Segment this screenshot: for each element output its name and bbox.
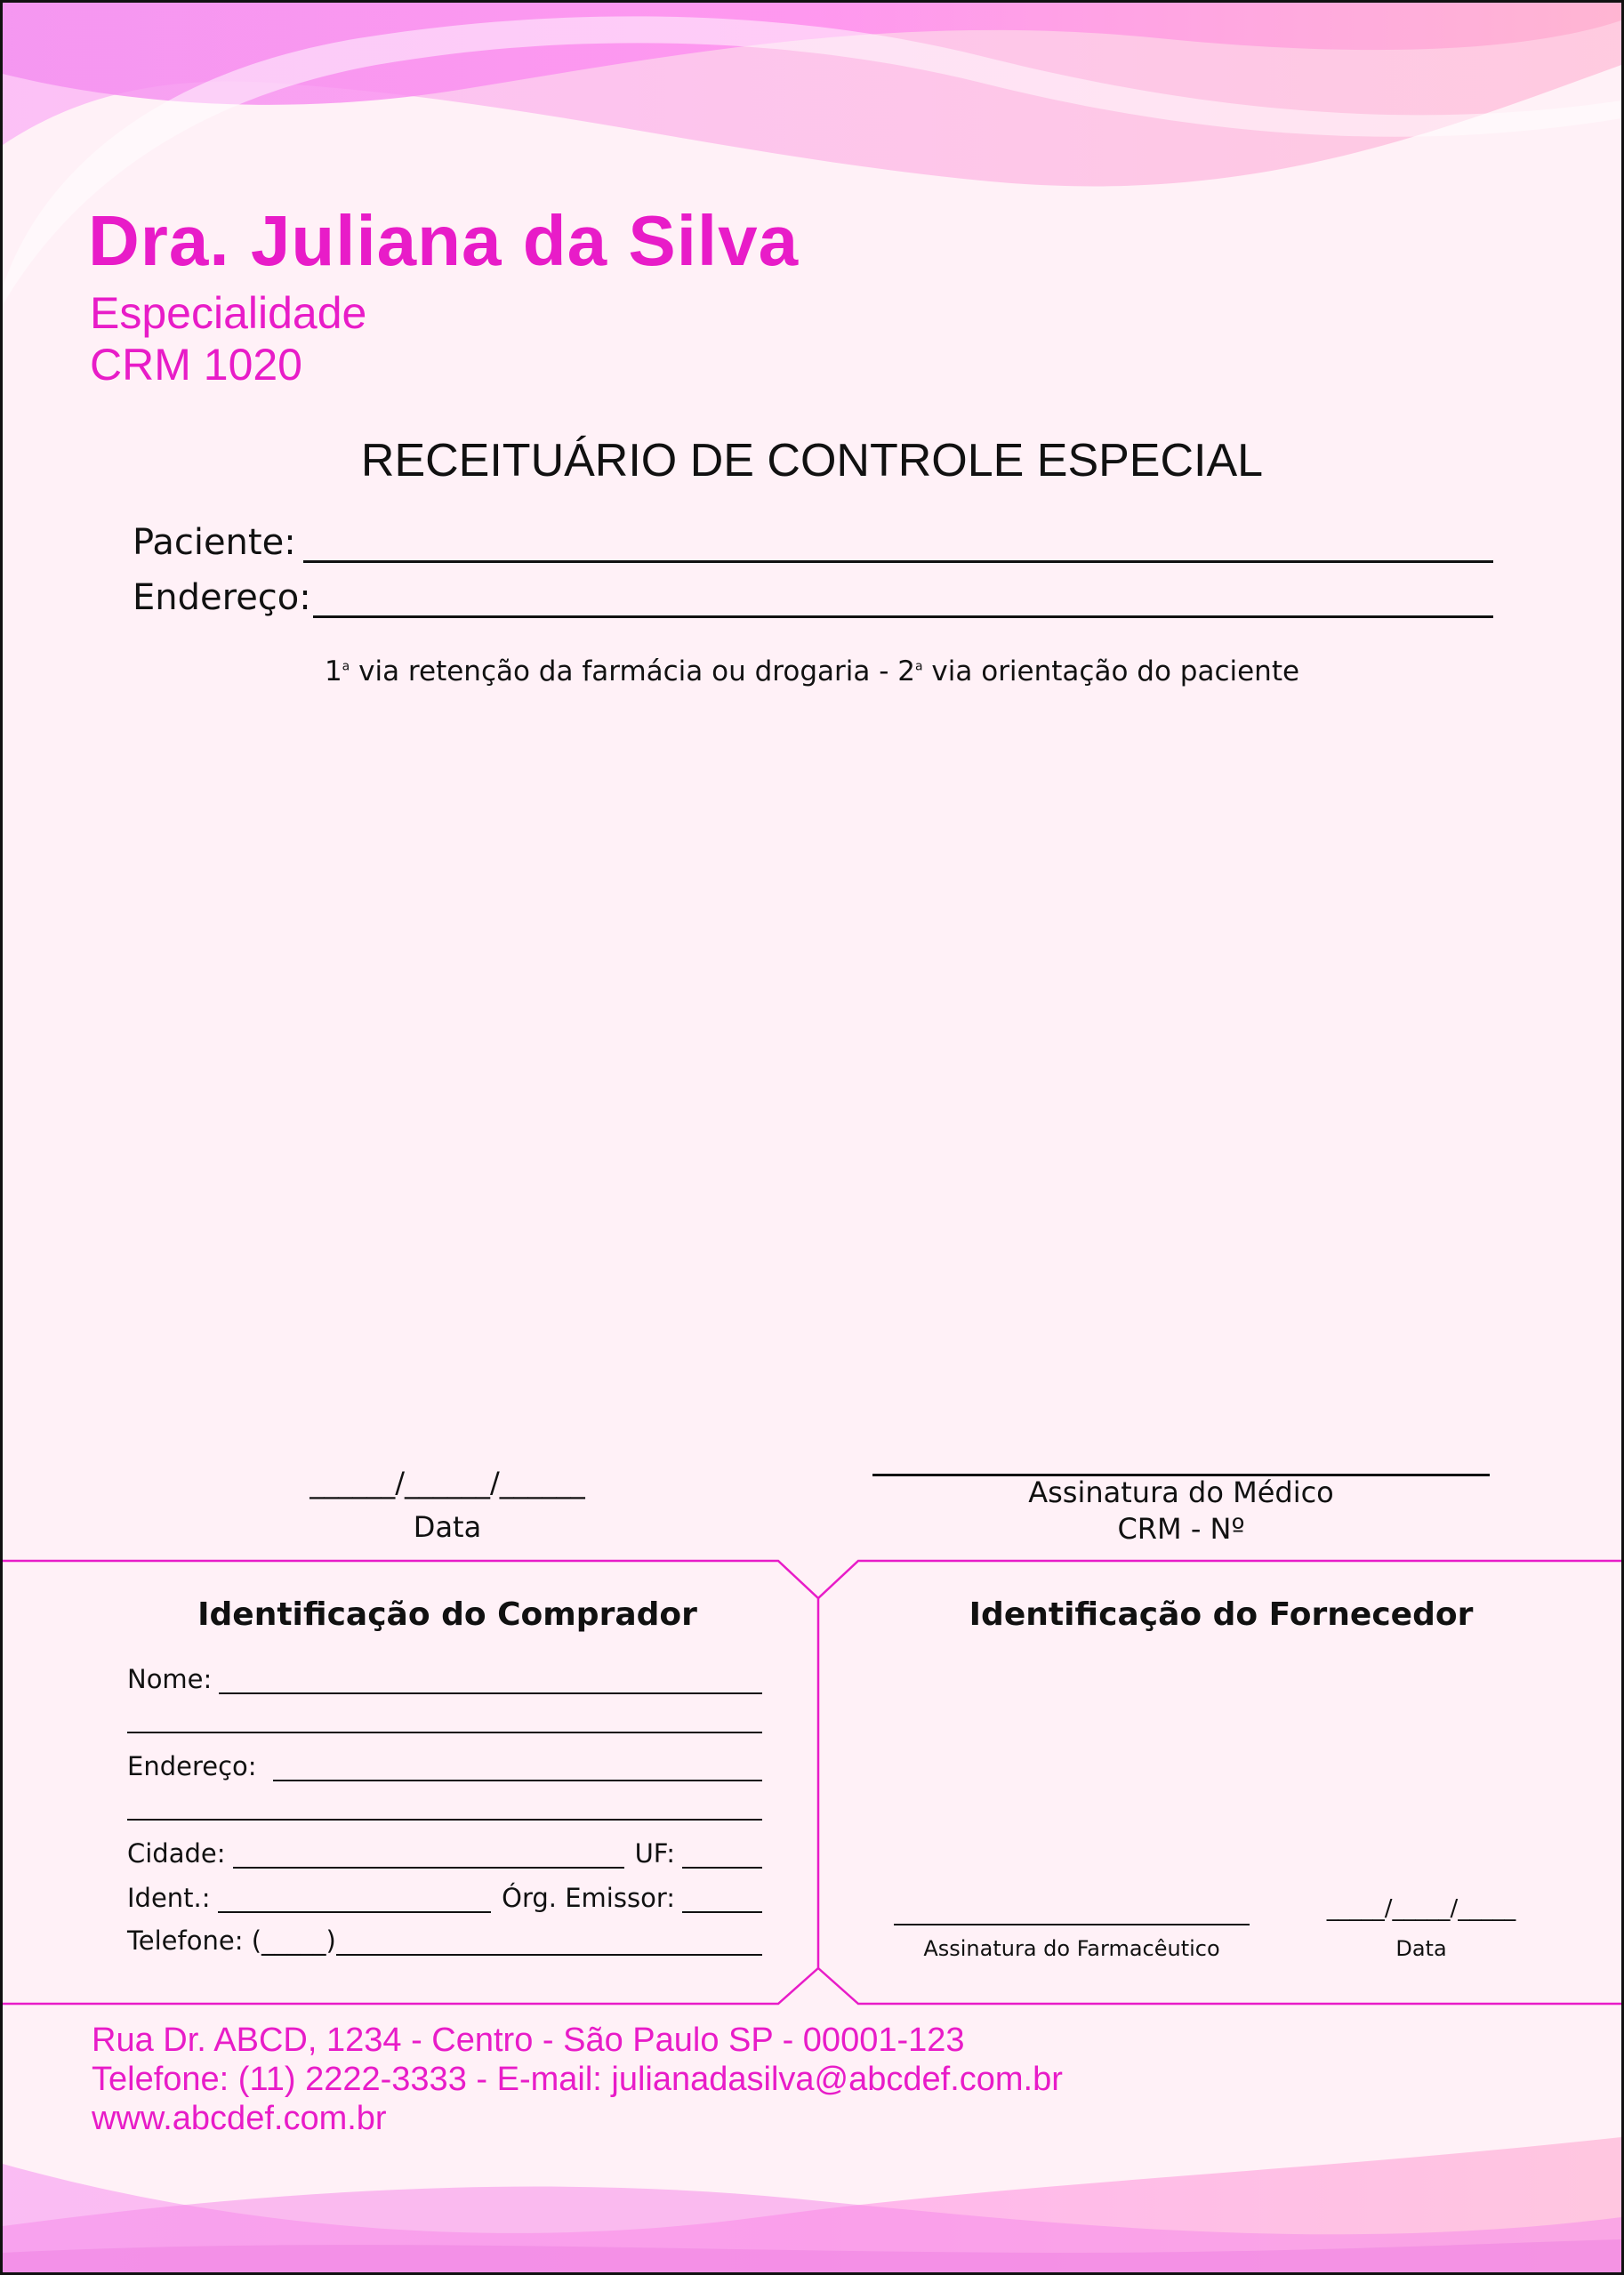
buyer-name-input-line-2[interactable]	[127, 1708, 762, 1733]
buyer-name-input-line[interactable]	[219, 1669, 762, 1694]
address-label: Endereço:	[133, 577, 311, 618]
footer-wave-decoration	[3, 2119, 1621, 2272]
buyer-city-label: Cidade:	[127, 1838, 226, 1869]
via-note-ordinal1: a	[342, 659, 350, 674]
patient-input-line[interactable]	[303, 525, 1493, 563]
buyer-name-row	[127, 1664, 762, 1694]
buyer-city-input-line[interactable]	[233, 1844, 624, 1869]
date-label: Data	[413, 1510, 482, 1544]
doctor-specialty: Especialidade	[90, 288, 367, 338]
pharmacist-signature-line[interactable]	[894, 1906, 1250, 1925]
doctor-signature-line[interactable]	[872, 1440, 1490, 1476]
buyer-name-row-2	[127, 1708, 762, 1733]
buyer-org-input-line[interactable]	[682, 1888, 762, 1913]
buyer-phone-label: Telefone: (_____)	[127, 1925, 336, 1956]
footer-contact: Telefone: (11) 2222-3333 - E-mail: julianadasilva@abcdef.com.br	[92, 2061, 1063, 2098]
patient-row	[133, 522, 1493, 563]
buyer-ident-row	[127, 1883, 762, 1913]
buyer-address-input-line[interactable]	[273, 1756, 762, 1781]
footer-website[interactable]: www.abcdef.com.br	[92, 2100, 387, 2137]
address-row	[133, 577, 1493, 618]
doctor-crm: CRM 1020	[90, 340, 302, 390]
supplier-date-blank[interactable]: _____/_____/_____	[1326, 1895, 1516, 1922]
buyer-phone-row	[127, 1925, 762, 1956]
patient-label: Paciente:	[133, 522, 296, 563]
pharmacist-signature-label: Assinatura do Farmacêutico	[923, 1936, 1220, 1961]
via-note	[3, 655, 1621, 687]
via-note-ordinal2: a	[914, 659, 923, 674]
footer-address: Rua Dr. ABCD, 1234 - Centro - São Paulo SP - 00001-123	[92, 2022, 965, 2059]
buyer-org-label: Órg. Emissor:	[502, 1883, 675, 1913]
buyer-section-title: Identificação do Comprador	[197, 1596, 697, 1633]
buyer-uf-label: UF:	[634, 1838, 675, 1869]
doctor-crm-label: CRM - Nº	[1117, 1512, 1245, 1546]
buyer-address-input-line-2[interactable]	[127, 1796, 762, 1821]
doctor-signature-label: Assinatura do Médico	[1028, 1475, 1334, 1509]
buyer-address-row	[127, 1751, 762, 1781]
supplier-date-label: Data	[1395, 1936, 1447, 1961]
via-note-part1: 1	[324, 655, 342, 687]
via-note-part2: via retenção da farmácia ou drogaria - 2	[350, 655, 915, 687]
buyer-ident-input-line[interactable]	[218, 1888, 492, 1913]
form-title: RECEITUÁRIO DE CONTROLE ESPECIAL	[360, 435, 1264, 486]
buyer-uf-input-line[interactable]	[682, 1844, 762, 1869]
address-input-line[interactable]	[313, 580, 1493, 618]
date-blank[interactable]: ______/______/______	[310, 1466, 585, 1499]
doctor-name: Dra. Juliana da Silva	[88, 201, 800, 280]
supplier-section-title: Identificação do Fornecedor	[969, 1596, 1474, 1633]
buyer-address-row-2	[127, 1796, 762, 1821]
buyer-city-row	[127, 1838, 762, 1869]
buyer-ident-label: Ident.:	[127, 1883, 211, 1913]
buyer-address-label: Endereço:	[127, 1751, 257, 1781]
buyer-name-label: Nome:	[127, 1664, 213, 1694]
buyer-phone-input-line[interactable]	[336, 1931, 762, 1956]
via-note-part3: via orientação do paciente	[922, 655, 1300, 687]
